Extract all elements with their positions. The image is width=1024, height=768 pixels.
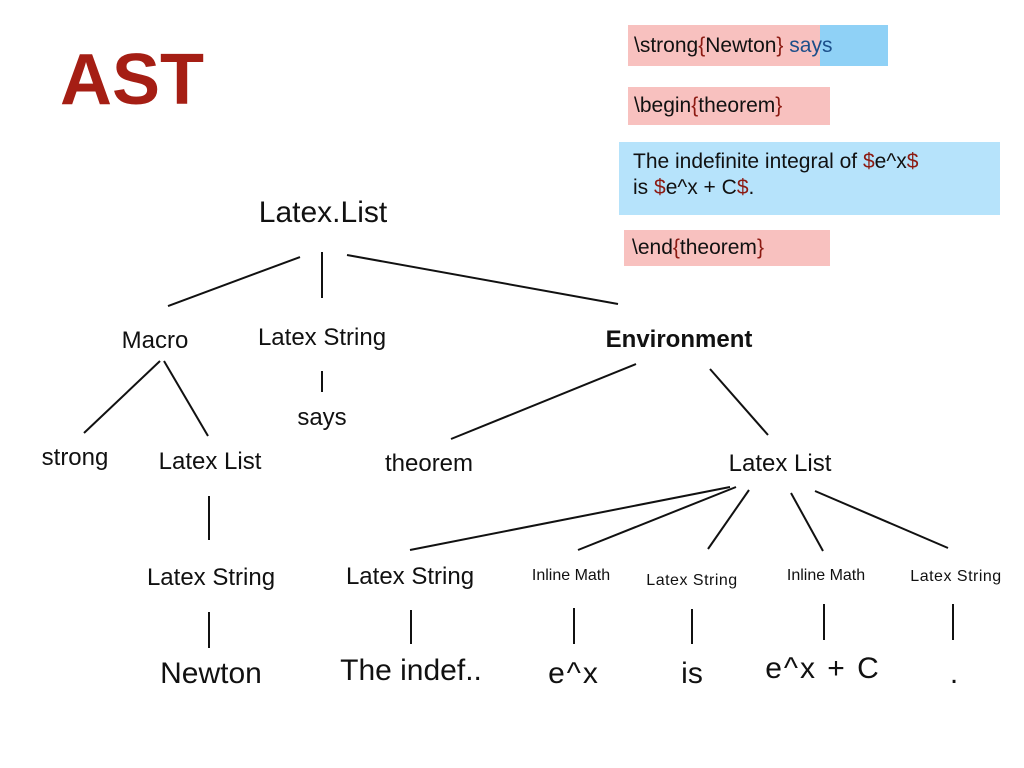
edge-macro-strong [84, 361, 160, 433]
source-theorem-body: The indefinite integral of $e^x$ is $e^x + C$. [619, 142, 1000, 215]
node-inline-math-1-value: e^x [548, 657, 600, 690]
node-env-string-3: Latex String [910, 568, 1002, 585]
node-latex-string: Latex String [257, 324, 387, 351]
node-env-string-3-value: . [949, 657, 959, 690]
source-line-strong: \strong{Newton} says [628, 25, 888, 66]
edge-root-macro [168, 257, 300, 306]
source-line-begin: \begin{theorem} [628, 87, 830, 125]
edge-macro-latex-list [164, 361, 208, 436]
node-newton: Newton [160, 657, 262, 690]
page-title: AST [60, 40, 204, 120]
node-env-string-2-value: is [681, 657, 703, 690]
node-inline-math-2: Inline Math [786, 567, 866, 584]
node-env-string-1-value: The indef.. [340, 654, 482, 687]
node-root: Latex.List [258, 196, 388, 229]
edge-env-list-string-3 [815, 491, 948, 548]
node-inline-math-2-value: e^x + C [765, 652, 881, 685]
node-env-latex-list: Latex List [728, 450, 832, 477]
edge-root-environment [347, 255, 618, 304]
node-strong: strong [41, 444, 109, 471]
edge-environment-theorem [451, 364, 636, 439]
source-says: says [783, 34, 833, 57]
node-macro-latex-list: Latex List [158, 448, 262, 475]
node-says: says [297, 404, 347, 431]
edge-env-list-string-2 [708, 490, 749, 549]
edge-env-list-string-1 [410, 487, 730, 550]
node-env-string-1: Latex String [345, 563, 475, 590]
node-theorem: theorem [384, 450, 474, 477]
source-line-end: \end{theorem} [624, 230, 830, 266]
node-inline-math-1: Inline Math [531, 567, 611, 584]
node-macro-list-string: Latex String [146, 564, 276, 591]
edge-environment-latex-list [710, 369, 768, 435]
node-environment: Environment [605, 326, 753, 353]
source-strong-cmd: \strong [634, 34, 699, 57]
edge-env-list-inline-2 [791, 493, 823, 551]
edge-env-list-inline-1 [578, 487, 736, 550]
node-macro: Macro [121, 327, 189, 354]
node-env-string-2: Latex String [646, 572, 738, 589]
